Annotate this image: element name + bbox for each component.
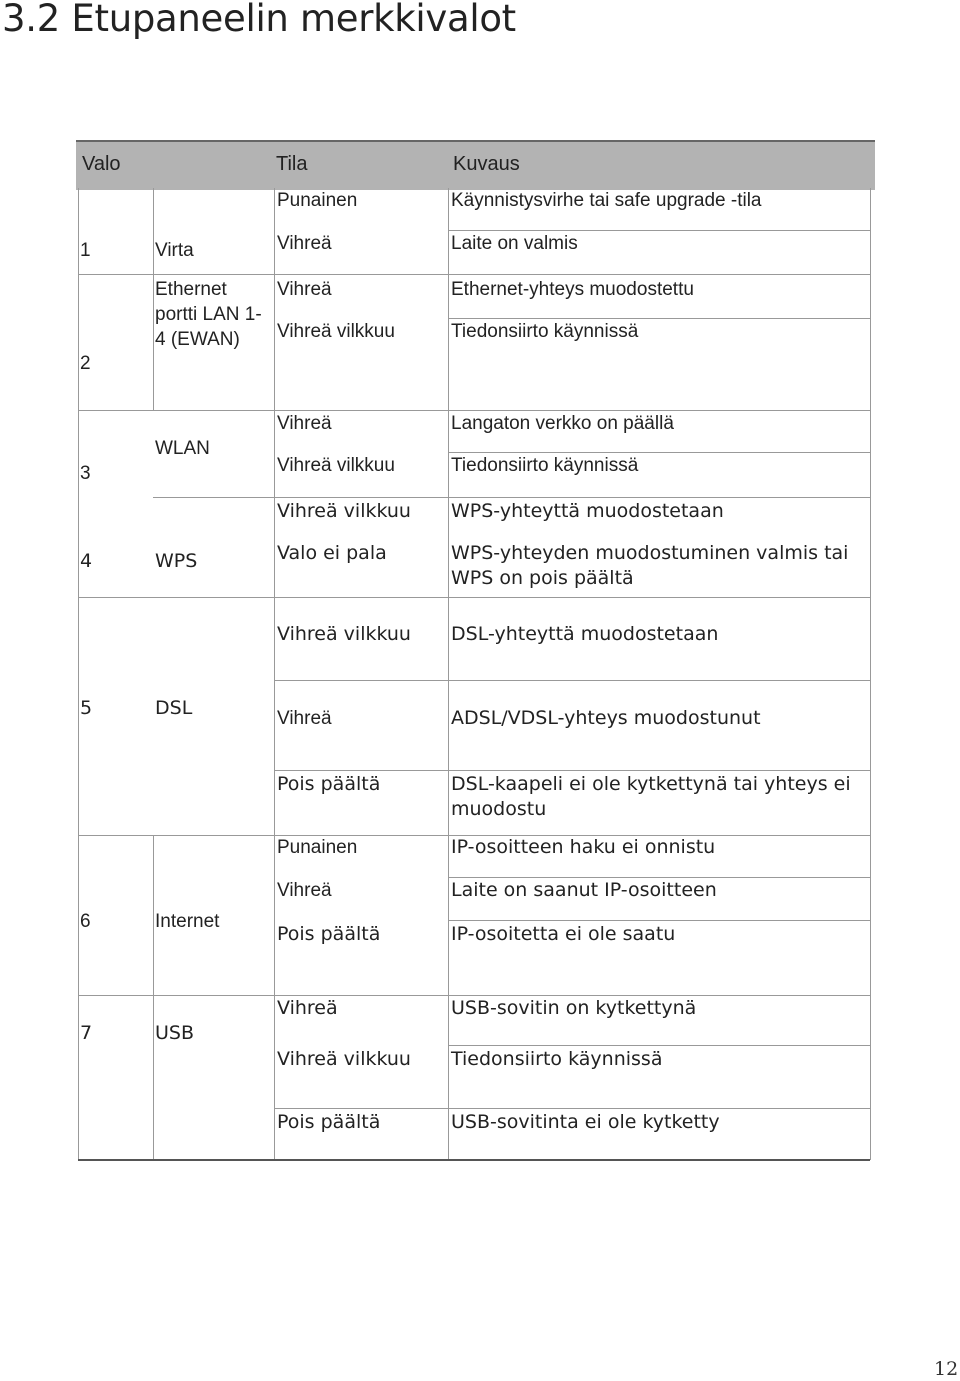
desc-cell: WPS-yhteyden muodostuminen valmis tai WPS on pois päältä: [451, 542, 849, 589]
table-divider: [448, 188, 449, 1160]
table-rule: [274, 770, 870, 771]
table-divider: [153, 188, 154, 410]
name-cell: Ethernet portti LAN 1-4 (EWAN): [155, 279, 262, 350]
desc-cell: Käynnistysvirhe tai safe upgrade -tila: [451, 190, 762, 211]
header-tila: Tila: [276, 153, 308, 175]
state-cell: Pois päältä: [277, 773, 381, 795]
desc-cell: IP-osoitteen haku ei onnistu: [451, 836, 716, 858]
page-title: 3.2 Etupaneelin merkkivalot: [2, 0, 516, 40]
state-cell: Vihreä vilkkuu: [277, 623, 411, 645]
desc-cell: Ethernet-yhteys muodostettu: [451, 279, 694, 300]
desc-cell: Tiedonsiirto käynnissä: [451, 1048, 663, 1070]
state-cell: Vihreä: [277, 708, 332, 729]
table-rule: [448, 920, 870, 921]
name-cell: USB: [155, 1022, 195, 1044]
name-cell: Virta: [155, 240, 194, 261]
state-cell: Vihreä vilkkuu: [277, 1048, 411, 1070]
state-cell: Pois päältä: [277, 1111, 381, 1133]
table-rule: [153, 497, 870, 498]
header-valo: Valo: [82, 153, 121, 175]
table-divider: [153, 835, 154, 995]
name-cell: WPS: [155, 550, 198, 572]
table-border-bottom: [78, 1159, 870, 1161]
num-cell: 4: [80, 550, 93, 572]
desc-cell: Laite on valmis: [451, 233, 578, 254]
header-kuvaus: Kuvaus: [453, 153, 520, 175]
table-rule: [78, 274, 870, 275]
table-divider: [153, 995, 154, 1160]
name-cell: WLAN: [155, 438, 210, 459]
desc-cell: DSL-yhteyttä muodostetaan: [451, 623, 719, 645]
state-cell: Vihreä: [277, 880, 332, 901]
table-rule: [448, 1045, 870, 1046]
table-rule: [274, 1108, 870, 1109]
desc-cell: WPS-yhteyttä muodostetaan: [451, 500, 724, 522]
desc-cell: DSL-kaapeli ei ole kytkettynä tai yhteys ei muodostu: [451, 773, 851, 820]
num-cell: 2: [80, 353, 91, 374]
num-cell: 6: [80, 911, 91, 932]
state-cell: Vihreä: [277, 279, 332, 300]
state-cell: Vihreä vilkkuu: [277, 500, 411, 522]
num-cell: 7: [80, 1022, 93, 1044]
table-rule: [274, 680, 870, 681]
table-rule: [78, 597, 870, 598]
state-cell: Vihreä: [277, 233, 332, 254]
state-cell: Valo ei pala: [277, 542, 387, 564]
desc-cell: Langaton verkko on päällä: [451, 413, 674, 434]
desc-cell: Tiedonsiirto käynnissä: [451, 455, 639, 476]
num-cell: 1: [80, 240, 91, 261]
desc-cell: USB-sovitin on kytkettynä: [451, 997, 697, 1019]
num-cell: 3: [80, 463, 91, 484]
state-cell: Punainen: [277, 190, 358, 211]
state-cell: Pois päältä: [277, 923, 381, 945]
table-divider: [274, 188, 275, 1160]
table-header: [76, 140, 875, 190]
name-cell: DSL: [155, 697, 193, 719]
desc-cell: IP-osoitetta ei ole saatu: [451, 923, 676, 945]
state-cell: Vihreä: [277, 997, 338, 1019]
state-cell: Punainen: [277, 837, 358, 858]
table-border-right: [870, 188, 871, 1160]
num-cell: 5: [80, 697, 93, 719]
table-border-left: [78, 188, 79, 1160]
desc-cell: USB-sovitinta ei ole kytketty: [451, 1111, 720, 1133]
state-cell: Vihreä vilkkuu: [277, 321, 395, 342]
name-cell: Internet: [155, 911, 220, 932]
desc-cell: ADSL/VDSL-yhteys muodostunut: [451, 707, 761, 729]
desc-cell: Laite on saanut IP-osoitteen: [451, 879, 717, 901]
state-cell: Vihreä: [277, 413, 332, 434]
page-number: 12: [934, 1358, 959, 1380]
desc-cell: Tiedonsiirto käynnissä: [451, 321, 639, 342]
state-cell: Vihreä vilkkuu: [277, 455, 395, 476]
